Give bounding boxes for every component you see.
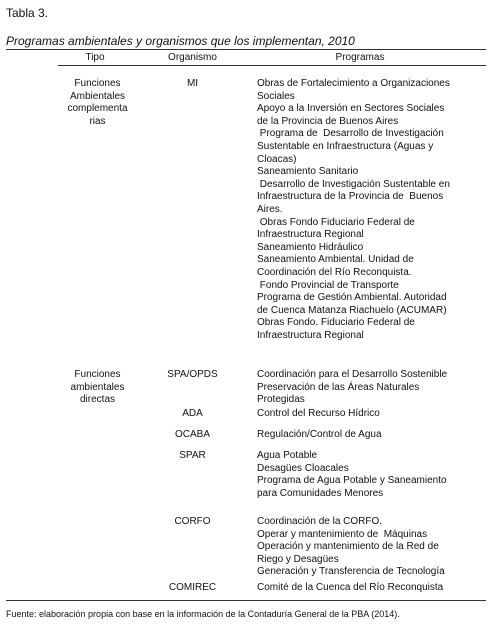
header-rule [58, 65, 486, 66]
table-caption: Programas ambientales y organismos que los implementan, 2010 [6, 34, 355, 48]
organismo-spa-opds: SPA/OPDS [167, 369, 218, 380]
group-tipo-directas: Funciones ambientales directas [70, 369, 125, 406]
table-number: Tabla 3. [6, 6, 49, 20]
organismo-spar: SPAR [179, 450, 206, 461]
programas-ocaba: Regulación/Control de Agua [257, 429, 382, 440]
header-organismo: Organismo [168, 52, 217, 63]
group-tipo-complementarias: Funciones Ambientales complementa rias [67, 78, 128, 127]
programas-ada: Control del Recurso Hídrico [257, 408, 380, 419]
bottom-rule [6, 600, 486, 601]
header-programas: Programas [335, 52, 385, 63]
programas-corfo: Coordinación de la CORFO. Operar y mantenimiento de Máquinas Operación y mantenimiento de la Red de Riego y Desagües Generación y Transferencia de Tecnología [257, 516, 445, 578]
programas-comirec: Comité de la Cuenca del Río Reconquista [257, 582, 444, 593]
programas-mi: Obras de Fortalecimiento a Organizaciones Sociales Apoyo a la Inversión en Sectores Sociales de la Provincia de Buenos Aires Programa de Desarrollo de Investigación Sustentable en Infraestructura (Aguas y Cloacas) Saneamiento Sanitario Desarrollo de Investigación Sustentable en Infraestructura de la Provincia de Buenos Aires. Obras Fondo Fiduciario Federal de Infraestructura Regional Saneamiento Hidráulico Saneamiento Ambiental. Unidad de Coordinación del Río Reconquista. Fondo Provincial de Transporte Programa de Gestión Ambiental. Autoridad de Cuenca Matanza Riachuelo (ACUMAR) Obras Fondo. Fiduciario Federal de Infraestructura Regional [257, 78, 450, 341]
top-rule [6, 49, 486, 50]
source-note: Fuente: elaboración propia con base en la información de la Contaduría General de la PBA (2014). [6, 609, 400, 619]
organismo-mi: MI [186, 78, 199, 89]
programas-spar: Agua Potable Desagües Cloacales Programa de Agua Potable y Saneamiento para Comunidades Menores [257, 450, 447, 499]
organismo-comirec: COMIREC [168, 582, 217, 593]
organismo-ocaba: OCABA [174, 429, 210, 440]
organismo-ada: ADA [182, 408, 203, 419]
programas-spa-opds: Coordinación para el Desarrollo Sostenible Preservación de las Áreas Naturales Protegidas [257, 369, 448, 406]
header-tipo: Tipo [85, 52, 105, 63]
organismo-corfo: CORFO [174, 516, 211, 527]
